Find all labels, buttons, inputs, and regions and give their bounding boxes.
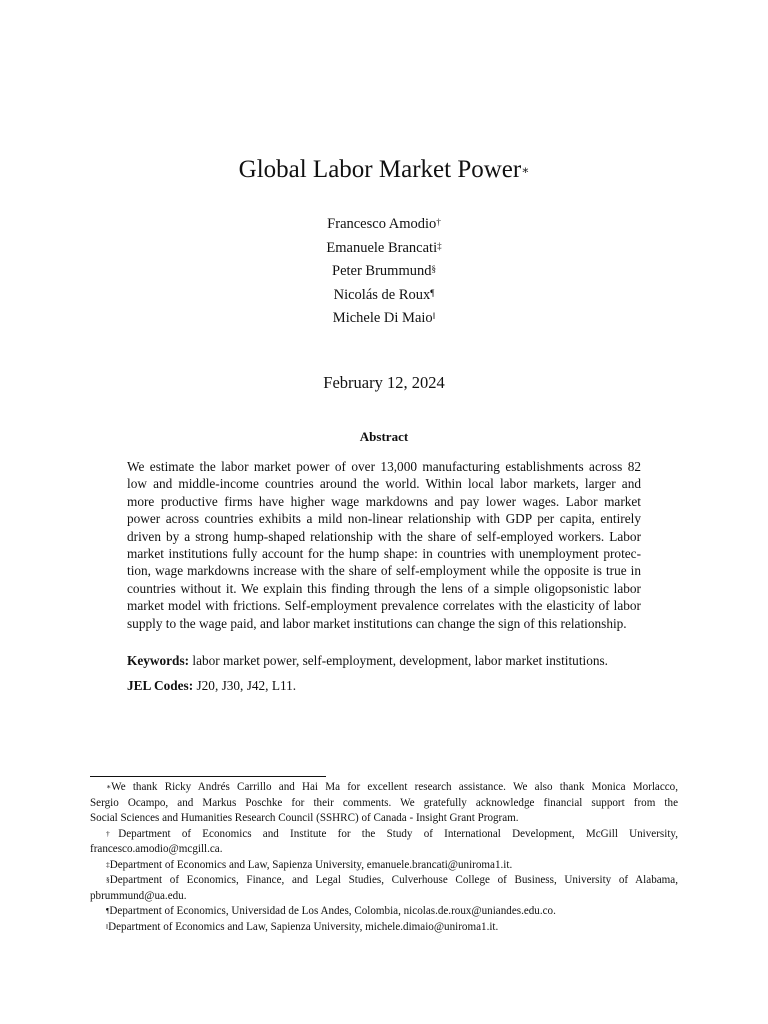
abstract-line: more productive firms have higher wage markdowns and pay lower wages. Labor market	[127, 493, 641, 509]
footnote-mark: ‖	[106, 921, 109, 931]
footnote-text: Department of Economics and Law, Sapienza University, michele.dimaio@uniroma1.it.	[108, 920, 499, 933]
abstract-line: supply to the wage paid, and labor market institutions can change the sign of this relationship.	[127, 615, 627, 631]
title-footnote-mark: ∗	[521, 163, 530, 177]
footnote-line: francesco.amodio@mcgill.ca.	[90, 843, 223, 855]
abstract-heading: Abstract	[359, 429, 409, 444]
author	[0, 260, 768, 284]
author-name: Emanuele Brancati	[326, 239, 438, 256]
publication-date: February 12, 2024	[323, 373, 445, 392]
jel-label: JEL Codes:	[127, 678, 194, 693]
footnote-line	[90, 920, 678, 936]
footnote-line: pbrummund@ua.edu.	[90, 889, 187, 902]
footnote-mark: ∗	[106, 782, 112, 791]
footnote-mark: ‡	[106, 859, 110, 869]
footnote-mark: ¶	[106, 906, 110, 915]
footnotes	[90, 780, 678, 935]
abstract-body	[127, 458, 641, 632]
footnote-line	[90, 827, 678, 843]
abstract-line: We estimate the labor market power of over 13,000 manufacturing establishments across 82	[127, 459, 641, 474]
author-footnote-mark: ‡	[437, 240, 442, 251]
author-name: Nicolás de Roux	[333, 286, 431, 303]
author	[0, 284, 768, 308]
footnote-line	[90, 858, 678, 874]
author-name: Michele Di Maio	[332, 310, 433, 326]
paper-title-text: Global Labor Market Power	[238, 156, 522, 183]
footnote-text: We thank Ricky Andrés Carrillo and Hai Ma for excellent research assistance. We also thank Monica Morlacco,	[111, 781, 678, 793]
abstract-line: low and middle-income countries around the world. Within local labor markets, larger and	[127, 476, 641, 492]
footnote-line: Sergio Ocampo, and Markus Poschke for their comments. We gratefully acknowledge financial support from the	[90, 796, 678, 809]
author-footnote-mark: ¶	[430, 287, 435, 298]
footnote-line	[90, 780, 678, 796]
author	[0, 213, 768, 237]
author-footnote-mark: §	[431, 264, 436, 274]
jel-text: J20, J30, J42, L11.	[196, 678, 297, 693]
author	[0, 307, 768, 331]
keywords	[127, 652, 641, 669]
abstract-line: tion, wage markdowns increase with the share of self-employment while the opposite is true in	[127, 563, 641, 579]
footnote-mark: §	[106, 875, 110, 884]
abstract-line: market institutions fully account for the hump shape: in countries with unemployment protec-	[127, 545, 641, 561]
author-name: Francesco Amodio	[327, 216, 437, 232]
author-footnote-mark: ‖	[432, 311, 436, 321]
abstract-line: driven by a strong hump-shaped relationship with the share of self-employed workers. Labor	[127, 528, 641, 544]
footnote-line: Social Sciences and Humanities Research Council (SSHRC) of Canada - Insight Grant Program.	[90, 812, 519, 824]
keywords-label: Keywords:	[127, 653, 190, 668]
footnote-line	[90, 873, 678, 889]
abstract-line: power across countries exhibits a mild non-linear relationship with GDP per capita, entirely	[127, 511, 641, 527]
footnote-text: Department of Economics and Institute for the Study of International Development, McGill University,	[118, 827, 679, 840]
footnote-text: Department of Economics, Universidad de Los Andes, Colombia, nicolas.de.roux@uniandes.edu.co.	[109, 905, 556, 917]
footnote-text: Department of Economics and Law, Sapienza University, emanuele.brancati@uniroma1.it.	[109, 858, 513, 871]
footnote-text: Department of Economics, Finance, and Legal Studies, Culverhouse College of Business, University of Alabama,	[109, 874, 678, 886]
footnote-rule	[90, 776, 326, 777]
jel-codes	[127, 677, 641, 694]
abstract-line: countries without it. We explain this finding through the lens of a simple oligopsonistic labor	[127, 580, 641, 596]
author-list	[0, 213, 768, 331]
keywords-text: labor market power, self-employment, development, labor market institutions.	[192, 653, 608, 668]
author	[0, 237, 768, 261]
paper-title	[0, 154, 768, 186]
footnote-mark: †	[106, 828, 119, 838]
footnote-line	[90, 904, 678, 920]
author-footnote-mark: †	[436, 217, 441, 227]
abstract-line: market model with frictions. Self-employment prevalence correlates with the elasticity of labor	[127, 598, 641, 614]
author-name: Peter Brummund	[332, 263, 432, 279]
